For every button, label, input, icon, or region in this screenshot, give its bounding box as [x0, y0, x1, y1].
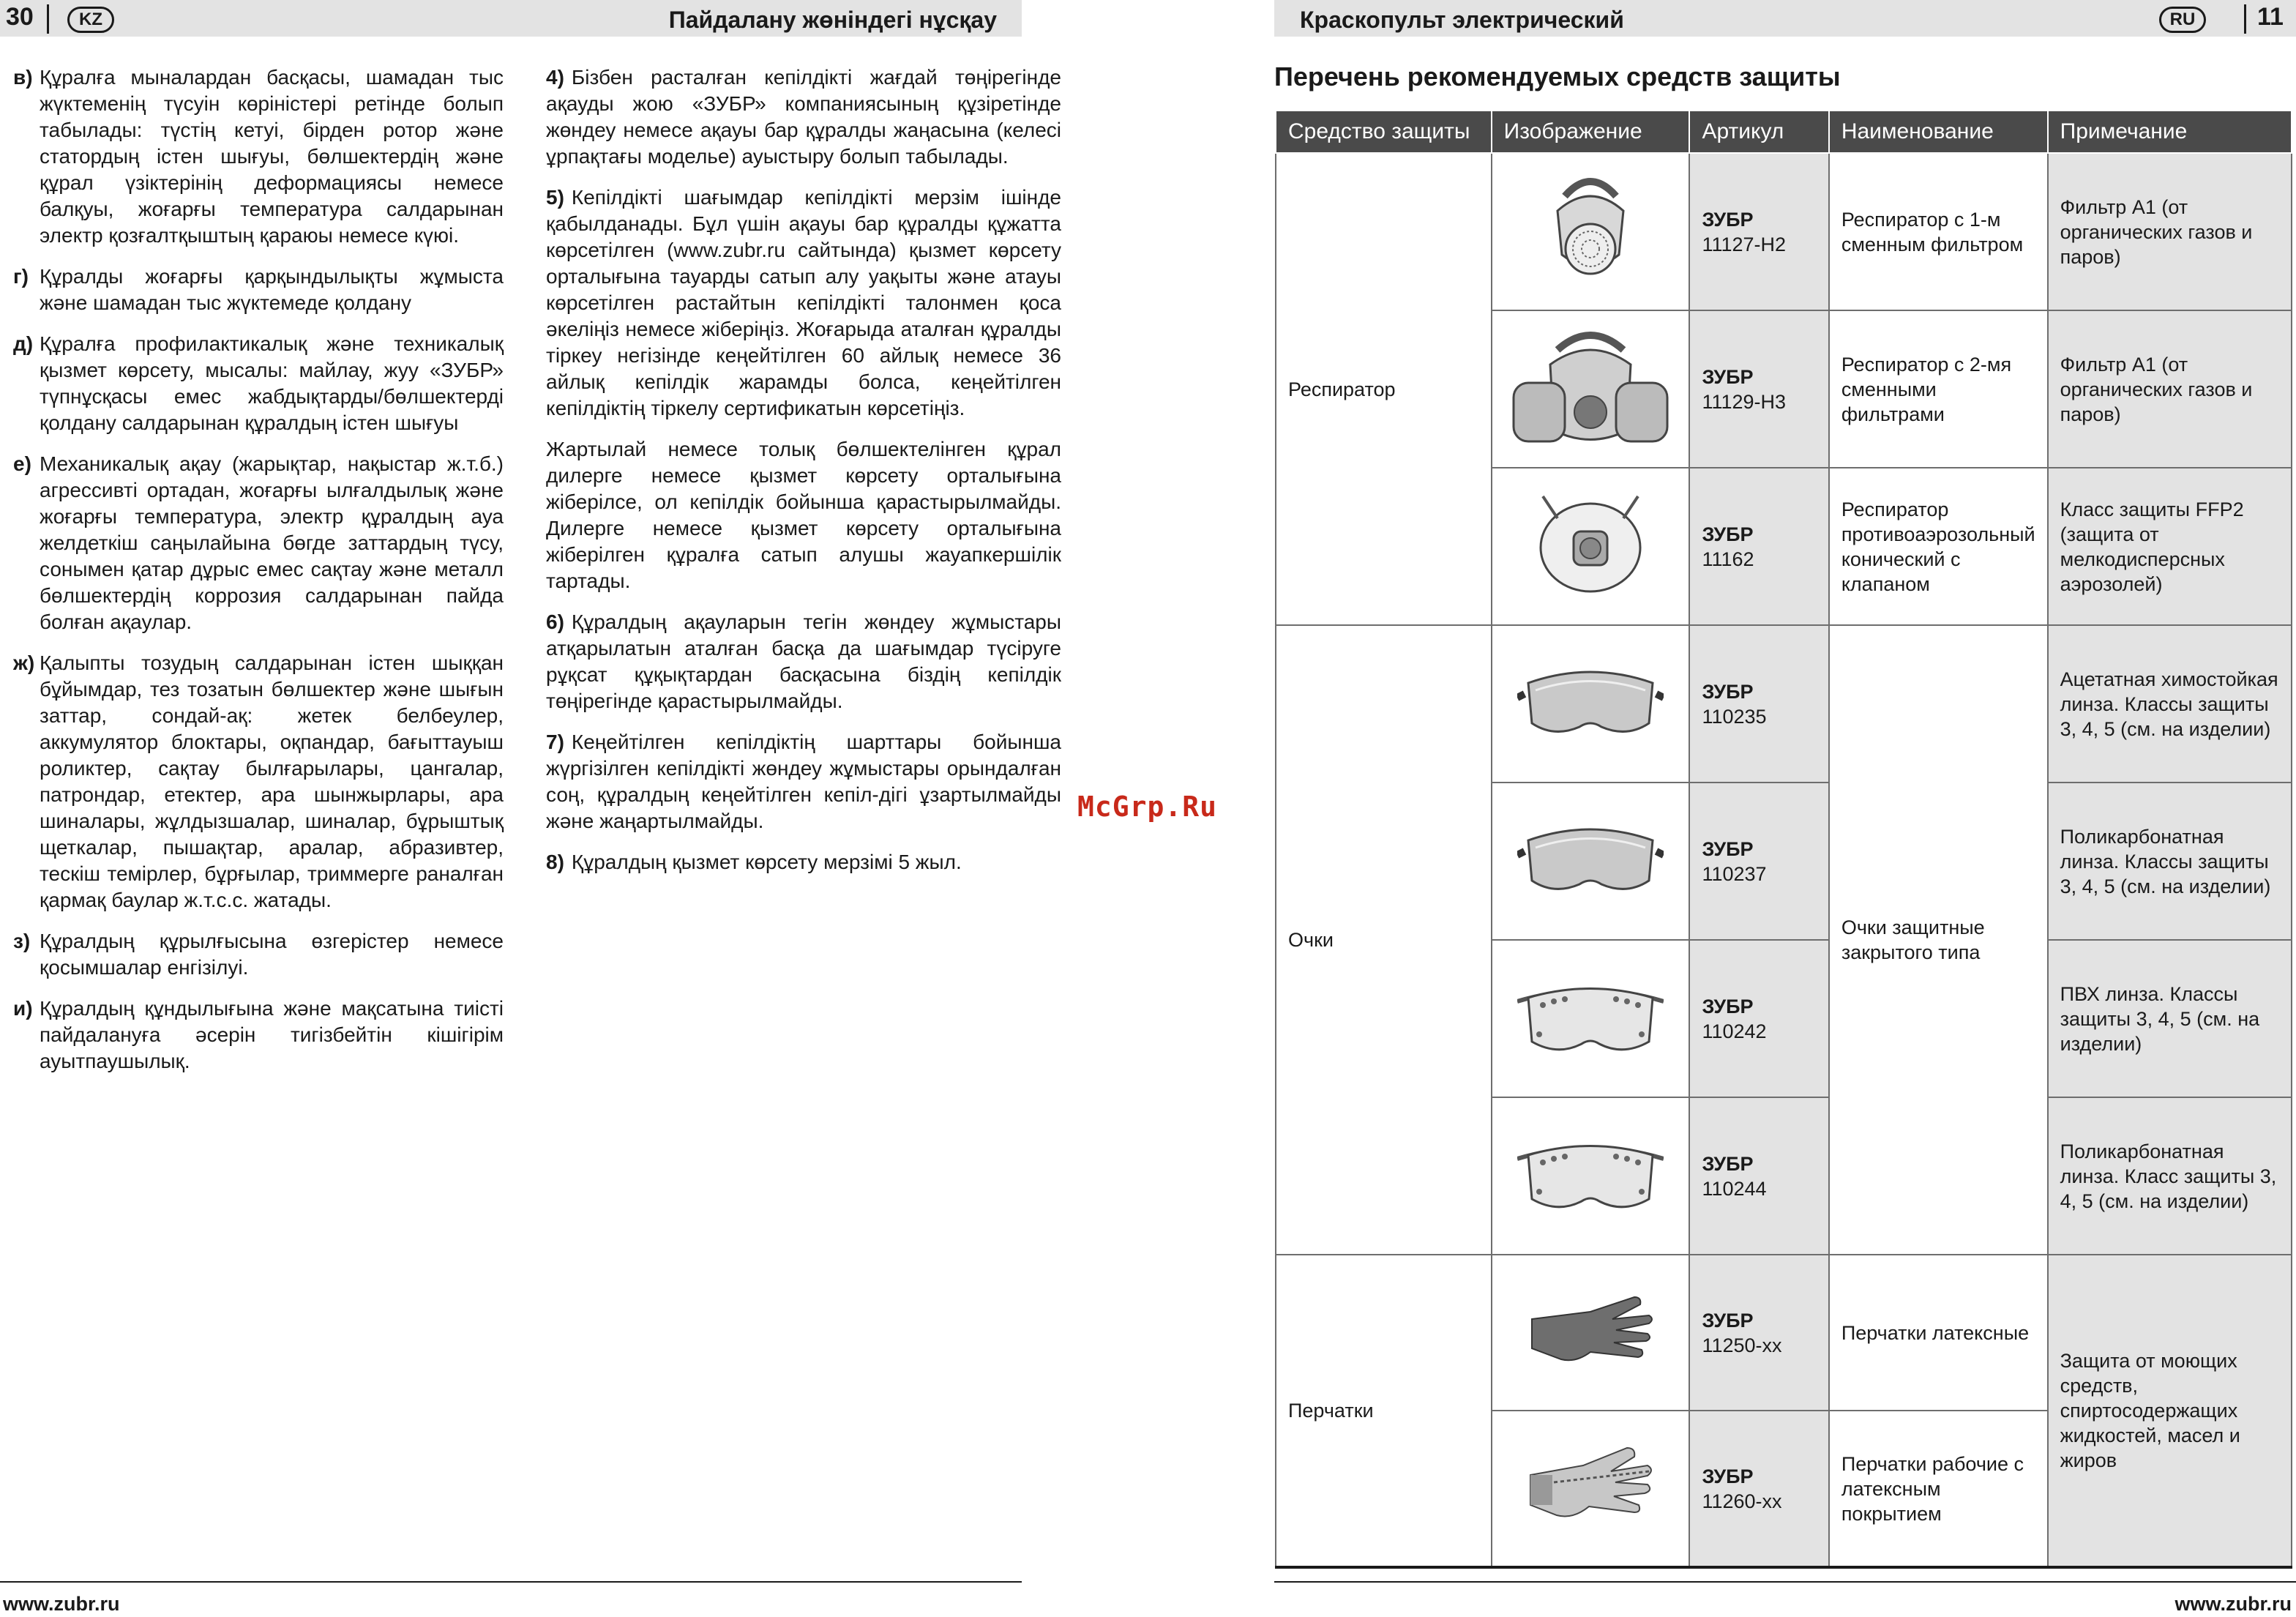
- item-marker: 6): [546, 610, 564, 633]
- note-cell: Защита от моющих средств, спиртосодержащих жидкостей, масел и жиров: [2048, 1255, 2292, 1567]
- item-marker: 7): [546, 731, 564, 753]
- item-text: Құралдың құрылғысына өзгерістер немесе қосымшалар енгізілуі.: [40, 930, 504, 979]
- table-row: [1276, 1255, 2292, 1411]
- item-marker: з): [13, 930, 31, 952]
- header-divider: [47, 4, 49, 34]
- col-header-article: Артикул: [1689, 111, 1828, 153]
- list-item: [13, 331, 504, 436]
- list-item: [13, 996, 504, 1075]
- footer-url-left[interactable]: www.zubr.ru: [3, 1593, 120, 1615]
- right-page-number: 11: [2257, 3, 2284, 31]
- image-cell: [1492, 153, 1690, 310]
- kz-column-2: [546, 64, 1061, 890]
- protection-table: [1275, 110, 2292, 1569]
- item-text: Құралдың қызмет көрсету мерзімі 5 жыл.: [571, 851, 962, 873]
- article-cell: [1689, 940, 1828, 1097]
- group-name-cell: Респиратор: [1276, 153, 1492, 625]
- lang-badge-kz: KZ: [67, 7, 114, 33]
- image-cell: [1492, 310, 1690, 468]
- vented-goggles-icon: [1517, 1200, 1664, 1222]
- note-cell: Фильтр А1 (от органических газов и паров): [2048, 153, 2292, 310]
- item-text: Құралды жоғарғы қарқындылықты жұмыста және шамадан тыс жүктемеде қолдану: [40, 265, 504, 314]
- article-code: 11250-хх: [1702, 1334, 1782, 1356]
- name-cell: Очки защитные закрытого типа: [1829, 625, 2048, 1255]
- header-divider: [2244, 4, 2246, 34]
- item-marker: д): [13, 332, 34, 355]
- name-cell: Перчатки рабочие с латексным покрытием: [1829, 1411, 2048, 1567]
- item-text: Құралдың ақауларын тегін жөндеу жұмыстары атқарылатын аталған басқа да шағымдар түсіруге рұқсат құқықтардан басқасына біздің кепілдік төңірегінде қарастырылмайды.: [546, 610, 1061, 712]
- item-marker: в): [13, 66, 33, 89]
- kz-column-1: [13, 64, 504, 1089]
- vented-goggles-icon: [1517, 1042, 1664, 1064]
- col-header-note: Примечание: [2048, 111, 2292, 153]
- item-text: Құралға профилактикалық және техникалық қызмет көрсету, мысалы: майлау, жуу «ЗУБР» түпнұсқасы емес жабдықтарды/бөлшектерді қолдану салдарынан құралдың істен шығуы: [40, 332, 504, 434]
- item-text: Қалыпты тозудың салдарынан істен шыққан бұйымдар, тез тозатын бөлшектер және шығын заттар, сондай-ақ: жетек белбеулер, аккумулятор блоктары, оқпандар, бағыттауыш роликтер, сақтау былғарылары, цангалар, патрондар, етектер, ара шынжырлары, ара шиналары, жұлдызшалар, шиналар, бұрыштық щеткалар, пышақтар, аралар, абразивтер, тескіш темірлер, бұрғылар, триммерге раналған қармақ баулар ж.т.с.с. жатады.: [40, 651, 504, 911]
- note-cell: Фильтр А1 (от органических газов и паров): [2048, 310, 2292, 468]
- protection-title: Перечень рекомендуемых средств защиты: [1274, 61, 1841, 92]
- item-marker: г): [13, 265, 29, 288]
- table-header-row: [1276, 111, 2292, 153]
- article-code: 11162: [1702, 548, 1754, 570]
- article-cell: [1689, 1411, 1828, 1567]
- table-row: [1276, 625, 2292, 783]
- note-cell: Поликарбонатная линза. Класс защиты 3, 4, 5 (см. на изделии): [2048, 1097, 2292, 1255]
- article-code: 110237: [1702, 862, 1767, 885]
- image-cell: [1492, 1255, 1690, 1411]
- item-marker: 8): [546, 851, 564, 873]
- footer-rule: [1274, 1581, 2296, 1583]
- col-header-name: Наименование: [1829, 111, 2048, 153]
- list-item: [13, 650, 504, 914]
- name-cell: Перчатки латексные: [1829, 1255, 2048, 1411]
- note-cell: Ацетатная химостойкая линза. Классы защиты 3, 4, 5 (см. на изделии): [2048, 625, 2292, 783]
- image-cell: [1492, 783, 1690, 940]
- item-marker: е): [13, 452, 31, 475]
- table-row: [1276, 153, 2292, 310]
- item-text: Құралға мыналардан басқасы, шамадан тыс жүктеменің түсуін көріністері ретінде болып табылады: түстің кетуі, бірден ротор және статордың істен шығуы, бөлшектердің және құрал үзіктерінің деформациясы немесе балқуы, жоғарғы температура салдарынан электр қозғалтқыштың қараюы немесе күюі.: [40, 66, 504, 247]
- brand-label: ЗУБР: [1702, 680, 1754, 703]
- latex-glove-icon: [1525, 1353, 1656, 1375]
- item-text: Жартылай немесе толық бөлшектелінген құрал дилерге немесе қызмет көрсету орталығына жіберілсе, ол кепілдік бойынша қарастырылмайды. Дилерге немесе қызмет көрсету орталығына жіберілген құралға сатып алушы жауапкершілік тартады.: [546, 438, 1061, 592]
- name-cell: Респиратор с 1-м сменным фильтром: [1829, 153, 2048, 310]
- image-cell: [1492, 940, 1690, 1097]
- group-name-cell: Перчатки: [1276, 1255, 1492, 1567]
- brand-label: ЗУБР: [1702, 1152, 1754, 1175]
- half-mask-respirator-icon: [1543, 274, 1638, 296]
- col-header-means: Средство защиты: [1276, 111, 1492, 153]
- list-item: [13, 451, 504, 635]
- article-cell: [1689, 625, 1828, 783]
- list-item: [546, 64, 1061, 170]
- list-item: [13, 64, 504, 249]
- watermark: McGrp.Ru: [1077, 791, 1218, 823]
- valve-mask-icon: [1536, 581, 1645, 603]
- group-name-cell: Очки: [1276, 625, 1492, 1255]
- article-cell: [1689, 1097, 1828, 1255]
- article-cell: [1689, 153, 1828, 310]
- brand-label: ЗУБР: [1702, 208, 1754, 231]
- article-code: 11127-Н2: [1702, 233, 1787, 255]
- image-cell: [1492, 625, 1690, 783]
- brand-label: ЗУБР: [1702, 995, 1754, 1017]
- col-header-image: Изображение: [1492, 111, 1690, 153]
- left-header-title: Пайдалану жөніндегі нұсқау: [668, 7, 997, 33]
- list-item: [13, 928, 504, 981]
- right-header-title: Краскопульт электрический: [1300, 7, 1624, 33]
- list-item: [546, 729, 1061, 834]
- item-marker: 4): [546, 66, 564, 89]
- goggles-icon: [1517, 724, 1664, 746]
- article-code: 11129-Н3: [1702, 390, 1787, 413]
- left-page-number: 30: [6, 3, 34, 31]
- article-cell: [1689, 468, 1828, 625]
- article-cell: [1689, 310, 1828, 468]
- note-cell: Класс защиты FFP2 (защита от мелкодисперсных аэрозолей): [2048, 468, 2292, 625]
- list-item: [546, 849, 1061, 875]
- lang-badge-ru: RU: [2159, 7, 2206, 33]
- article-cell: [1689, 1255, 1828, 1411]
- brand-label: ЗУБР: [1702, 523, 1754, 545]
- note-cell: Поликарбонатная линза. Классы защиты 3, 4, 5 (см. на изделии): [2048, 783, 2292, 940]
- goggles-icon: [1517, 881, 1664, 903]
- item-text: Құралдың құндылығына және мақсатына тиісті пайдалануға әсерін тигізбейтін кішігірім ауытпаушылық.: [40, 997, 504, 1072]
- article-code: 11260-хх: [1702, 1490, 1782, 1512]
- list-item: [546, 184, 1061, 422]
- image-cell: [1492, 1411, 1690, 1567]
- item-text: Механикалық ақау (жарықтар, нақыстар ж.т.б.) агрессивті ортадан, жоғарғы ылғалдылық және жоғарғы температура, электр құралдың ауа желдеткіш саңылайына бөгде заттардың түсу, сонымен қатар дұрыс емес сақтау және металл бөлшектердің коррозия салдарынан пайда болған ақаулар.: [40, 452, 504, 633]
- article-code: 110242: [1702, 1020, 1767, 1042]
- brand-label: ЗУБР: [1702, 837, 1754, 860]
- item-text: Бізбен расталған кепілдікті жағдай төңірегінде ақауды жою «ЗУБР» компаниясының құзіретінде жөндеу немесе ақауы бар құралды жаңасына (келесі ұрпақтағы моделье) ауыстыру болып табылады.: [546, 66, 1061, 168]
- name-cell: Респиратор с 2-мя сменными фильтрами: [1829, 310, 2048, 468]
- article-cell: [1689, 783, 1828, 940]
- paragraph: [546, 436, 1061, 594]
- item-marker: ж): [13, 651, 35, 674]
- work-glove-icon: [1525, 1512, 1656, 1534]
- footer-url-right[interactable]: www.zubr.ru: [2175, 1593, 2292, 1615]
- note-cell: ПВХ линза. Классы защиты 3, 4, 5 (см. на изделии): [2048, 940, 2292, 1097]
- item-marker: 5): [546, 186, 564, 209]
- list-item: [13, 264, 504, 316]
- name-cell: Респиратор противоаэрозольный конический с клапаном: [1829, 468, 2048, 625]
- article-code: 110244: [1702, 1177, 1767, 1200]
- footer-rule: [0, 1581, 1022, 1583]
- brand-label: ЗУБР: [1702, 1465, 1754, 1487]
- list-item: [546, 609, 1061, 714]
- twin-filter-respirator-icon: [1506, 435, 1675, 457]
- item-text: Кепілдікті шағымдар кепілдікті мерзім ішінде қабылданады. Бұл үшін ақауы бар құралды құжатта көрсетілген (www.zubr.ru сайтында) қызмет көрсету орталығына тауарды сатып алу уақыты және атауы көрсетілген растайтын кепілдікті талонмен қоса әкеліңіз немесе жіберіңіз. Жоғарыда аталған құралды тіркеу негізінде кеңейтілген 60 айлық немесе 36 айлық кепілдік жарамды болса, кеңейтілген кепілдіктің тіркелу сертификатын көрсетіңіз.: [546, 186, 1061, 419]
- article-code: 110235: [1702, 705, 1767, 728]
- brand-label: ЗУБР: [1702, 365, 1754, 388]
- image-cell: [1492, 1097, 1690, 1255]
- brand-label: ЗУБР: [1702, 1309, 1754, 1332]
- image-cell: [1492, 468, 1690, 625]
- item-text: Кеңейтілген кепілдіктің шарттары бойынша жүргізілген кепілдікті жөндеу жұмыстары орындалған соң, құралдың кеңейтілген кепіл-дігі ұзартылмайды және жаңартылмайды.: [546, 731, 1061, 832]
- item-marker: и): [13, 997, 33, 1020]
